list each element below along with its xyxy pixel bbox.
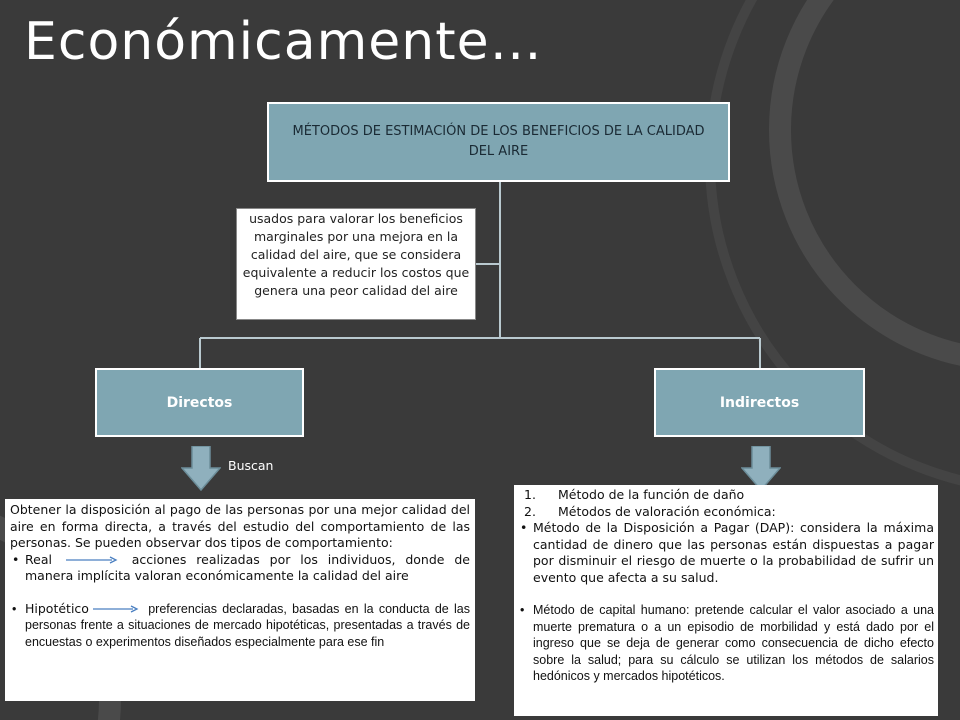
hipotetico-term: Hipotético [25,600,89,616]
real-description: acciones realizadas por los individuos, donde de manera implícita valoran económicamente la calidad del aire [25,551,470,583]
arrow-right-icon [93,605,139,613]
bullet-dot-icon: • [12,601,17,616]
slide-title: Económicamente… [24,12,543,72]
note-box: usados para valorar los beneficios marginales por una mejora en la calidad del aire, que se considera equivalente a reducir los costos que genera una peor calidad del aire [236,208,476,320]
bullet-dot-icon: • [12,551,20,567]
bullet-dot-icon: • [520,603,525,617]
bullet-hipotetico [10,601,470,651]
buscan-label: Buscan [228,458,274,473]
dap-description: Método de la Disposición a Pagar (DAP): considera la máxima cantidad de dinero que las personas están dispuestas a pagar por disminuir el riesgo de muerte o la probabilidad de sufrir un evento que afecta a su salud. [533,520,934,585]
arrow-right-icon [66,556,118,564]
directos-box: Directos [95,368,304,437]
directos-description-panel [5,499,475,701]
bullet-real [10,552,470,585]
item-number: 2. [524,503,536,519]
capital-humano-description: Método de capital humano: pretende calcular el valor asociado a una muerte prematura o a un episodio de morbilidad y está dado por el ingreso que se deja de generar como consecuencia de dicho efecto sobre la salud; para su cálculo se utilizan los métodos de salarios hedónicos y mercados hipotéticos. [533,603,934,683]
indirectos-description-panel [514,485,938,716]
bullet-dot-icon: • [520,520,528,535]
root-method-box: MÉTODOS DE ESTIMACIÓN DE LOS BENEFICIOS DE LA CALIDAD DEL AIRE [267,102,730,182]
indirectos-box: Indirectos [654,368,865,437]
down-arrow-left-icon [181,446,221,491]
bullet-capital-humano [518,602,934,685]
item-text: Métodos de valoración económica: [558,503,776,519]
list-item [518,487,934,504]
item-text: Método de la función de daño [558,487,745,502]
hipotetico-description: preferencias declaradas, basadas en la conducta de las personas frente a situaciones de mercado hipotéticas, presentadas a través de encuestas o experimentos diseñados especialmente para ese fin [25,601,470,649]
item-number: 1. [524,487,536,502]
bullet-dap [518,520,934,586]
list-item [518,504,934,521]
directos-intro: Obtener la disposición al pago de las personas por una mejor calidad del aire en forma directa, a través del estudio del comportamiento de las personas. Se pueden observar dos tipos de comportamiento: [10,502,470,550]
real-term: Real [25,551,52,567]
